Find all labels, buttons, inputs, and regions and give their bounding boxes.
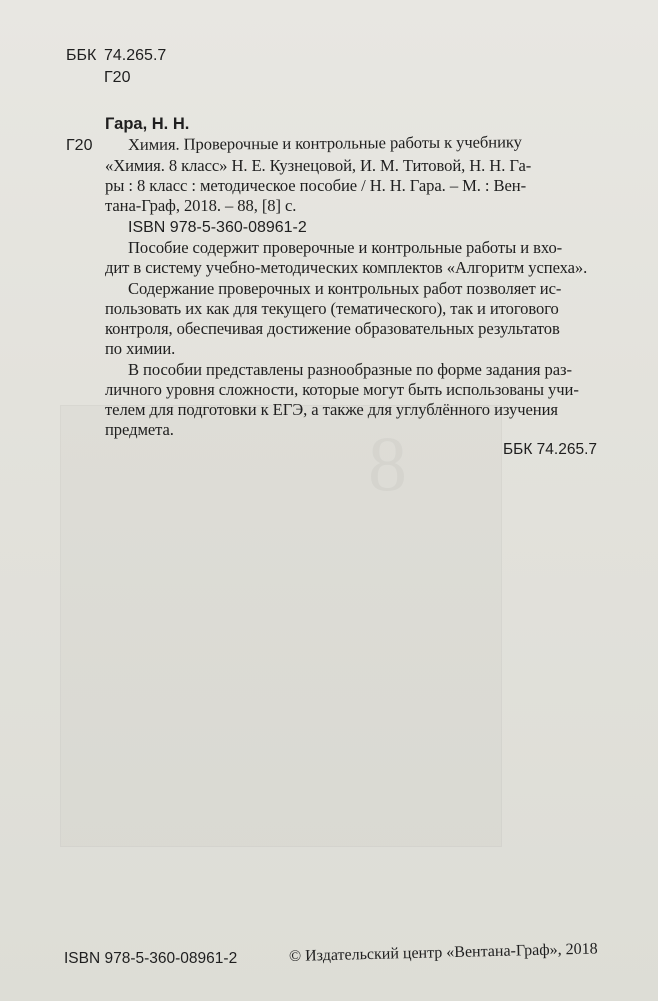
copyright-notice: © Издательский центр «Вентана-Граф», 2018: [288, 940, 598, 965]
bbk-right: ББК 74.265.7: [503, 441, 598, 458]
bbk-label: ББК: [66, 47, 97, 64]
abstract-paragraph-3-line-1: В пособии представлены разнообразные по форме задания раз-: [128, 360, 572, 379]
abstract-paragraph-2-line-2: пользовать их как для текущего (тематического), так и итогового: [105, 299, 559, 318]
abstract-paragraph-3-line-4: предмета.: [105, 420, 174, 439]
abstract-paragraph-1-line-1: Пособие содержит проверочные и контрольные работы и вхо-: [128, 238, 563, 257]
description-line-2: «Химия. 8 класс» Н. Е. Кузнецовой, И. М. Титовой, Н. Н. Га-: [105, 156, 532, 175]
bbk-value: 74.265.7: [104, 47, 167, 64]
abstract-paragraph-3-line-3: телем для подготовки к ЕГЭ, а также для углублённого изучения: [105, 400, 558, 419]
show-through-number: [368, 425, 407, 503]
author-mark: Г20: [104, 69, 131, 86]
abstract-paragraph-1-line-2: дит в систему учебно-методических комплектов «Алгоритм успеха».: [105, 258, 588, 277]
abstract-paragraph-3-line-2: личного уровня сложности, которые могут быть использованы учи-: [105, 380, 579, 399]
description-line-4: тана-Граф, 2018. – 88, [8] с.: [105, 196, 297, 215]
footer-isbn: ISBN 978-5-360-08961-2: [64, 950, 238, 967]
show-through-block: [60, 405, 502, 847]
abstract-paragraph-2-line-4: по химии.: [105, 339, 176, 358]
record-isbn: ISBN 978-5-360-08961-2: [128, 219, 307, 236]
abstract-paragraph-2-line-3: контроля, обеспечивая достижение образовательных результатов: [105, 319, 560, 338]
book-author: Гара, Н. Н.: [105, 115, 190, 133]
side-author-mark: Г20: [66, 137, 93, 154]
description-line-3: ры : 8 класс : методическое пособие / Н. Н. Гара. – М. : Вен-: [105, 176, 527, 195]
abstract-paragraph-2-line-1: Содержание проверочных и контрольных работ позволяет ис-: [128, 279, 562, 298]
description-line-1: Химия. Проверочные и контрольные работы к учебнику: [127, 132, 522, 154]
